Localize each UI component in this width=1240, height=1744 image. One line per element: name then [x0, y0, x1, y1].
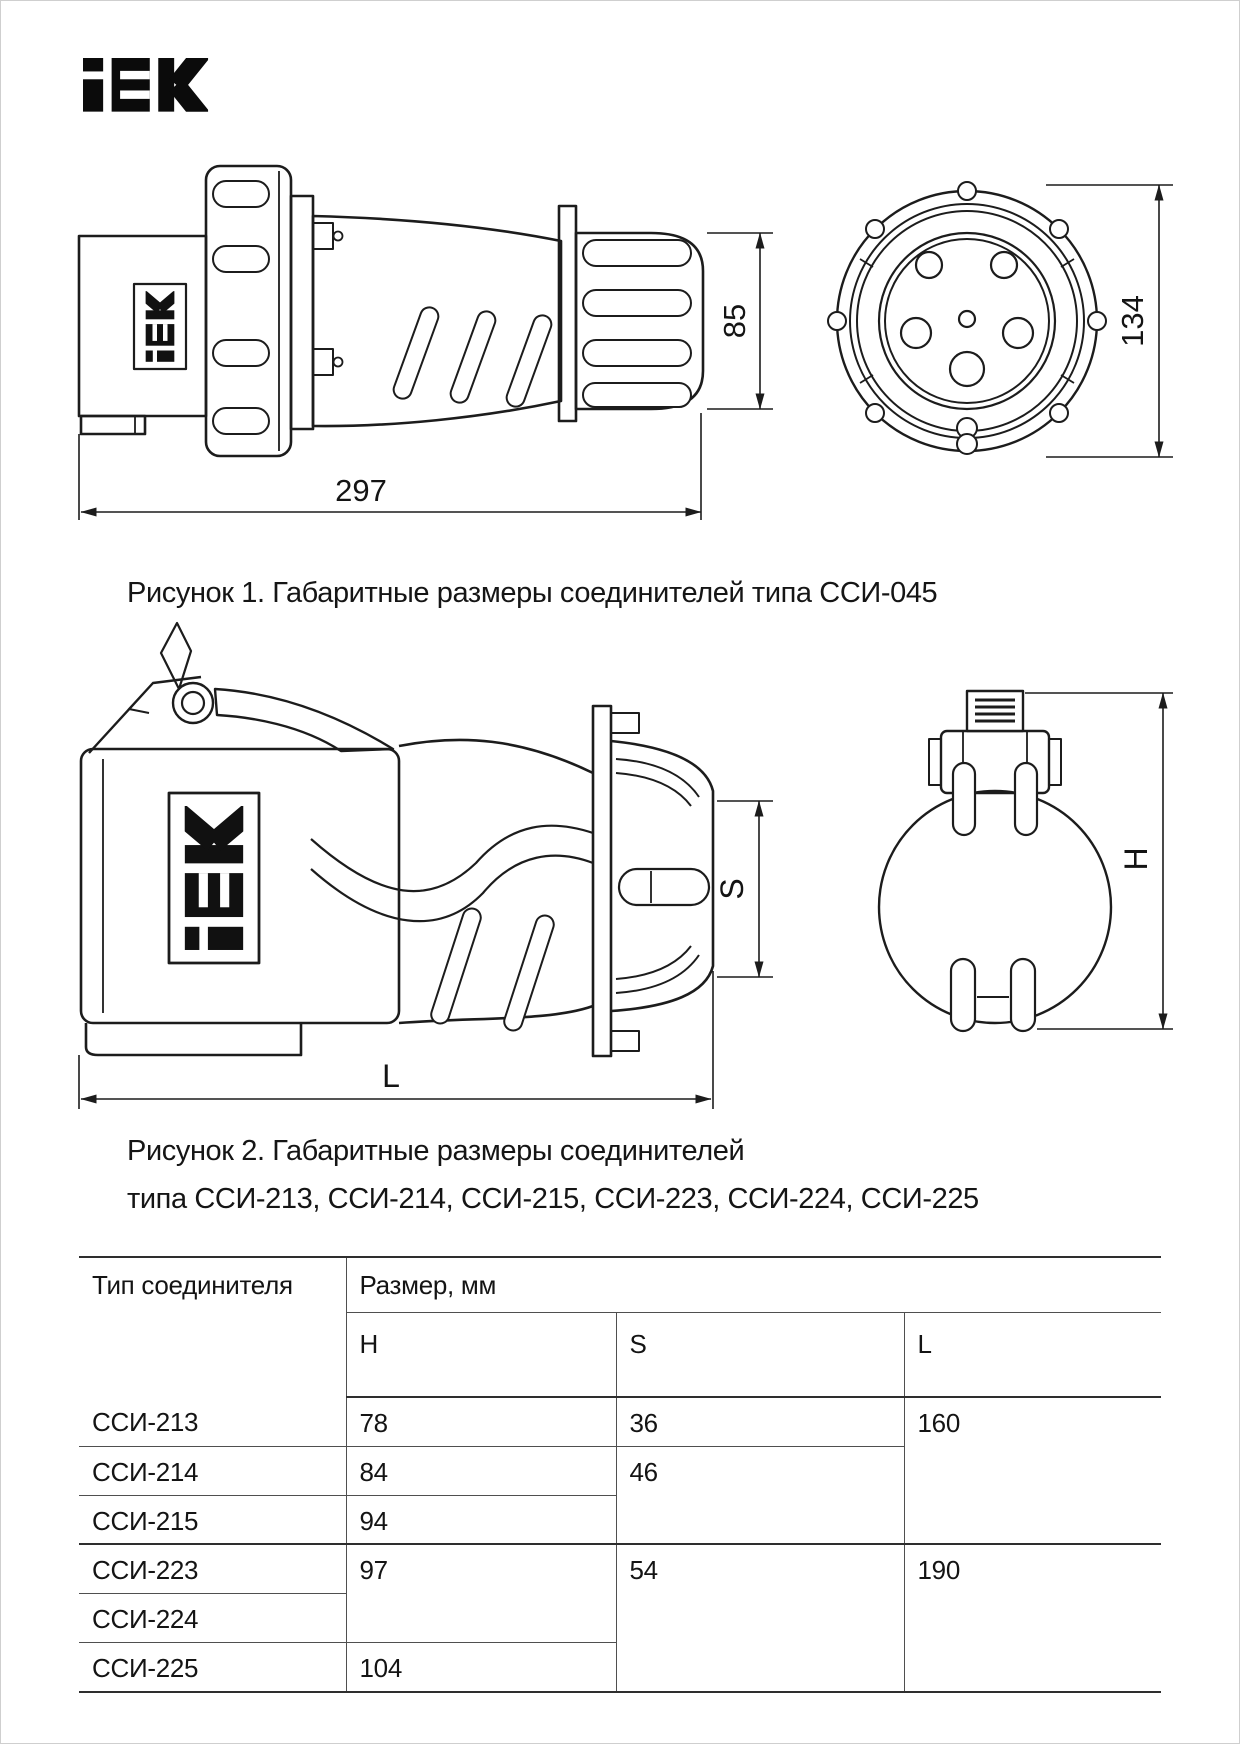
cell-s: 54 — [616, 1544, 904, 1692]
cell-type: ССИ-214 — [79, 1446, 346, 1495]
iek-logo — [81, 55, 221, 115]
cell-s: 46 — [616, 1446, 904, 1544]
socket-side-view — [81, 623, 713, 1056]
dim-297-label: 297 — [335, 473, 387, 508]
cell-h: 94 — [346, 1495, 616, 1544]
cell-h: 78 — [346, 1397, 616, 1446]
pin-holes — [901, 252, 1033, 386]
table-header-type: Тип соединителя — [79, 1257, 346, 1397]
cell-h: 84 — [346, 1446, 616, 1495]
dim-85-label: 85 — [717, 303, 752, 339]
iek-logo-small — [140, 292, 180, 362]
dim-H-label: H — [1118, 847, 1154, 871]
iek-logo-small — [174, 808, 255, 950]
plug-side-view — [79, 166, 703, 456]
figure2-caption — [127, 1127, 979, 1223]
table-header-s: S — [616, 1312, 904, 1397]
table-header-size: Размер, мм — [346, 1257, 1161, 1312]
cell-type: ССИ-215 — [79, 1495, 346, 1544]
table-row — [79, 1397, 1161, 1446]
cell-type: ССИ-224 — [79, 1593, 346, 1642]
cell-l: 160 — [904, 1397, 1161, 1544]
cell-l: 190 — [904, 1544, 1161, 1692]
cell-type: ССИ-223 — [79, 1544, 346, 1593]
cell-type: ССИ-225 — [79, 1642, 346, 1692]
table-row — [79, 1544, 1161, 1593]
figure1-drawing — [51, 141, 1191, 541]
dim-L-label: L — [382, 1058, 400, 1094]
plug-front-view — [828, 182, 1106, 454]
figure2-caption-line2: типа ССИ-213, ССИ-214, ССИ-215, ССИ-223, ССИ-224, ССИ-225 — [127, 1183, 979, 1215]
cell-h: 97 — [346, 1544, 616, 1642]
dim-134-label: 134 — [1115, 295, 1150, 347]
table-header-h: H — [346, 1312, 616, 1397]
figure2-caption-line1: Рисунок 2. Габаритные размеры соединителей — [127, 1135, 745, 1167]
figure2-drawing — [51, 601, 1191, 1116]
cell-s: 36 — [616, 1397, 904, 1446]
cell-h: 104 — [346, 1642, 616, 1692]
socket-back-view — [879, 691, 1111, 1031]
cell-type: ССИ-213 — [79, 1397, 346, 1446]
figure1-caption: Рисунок 1. Габаритные размеры соединителей типа ССИ-045 — [127, 577, 938, 609]
dim-S-label: S — [714, 878, 750, 900]
table-header-l: L — [904, 1312, 1161, 1397]
dimensions-table — [79, 1256, 1161, 1693]
